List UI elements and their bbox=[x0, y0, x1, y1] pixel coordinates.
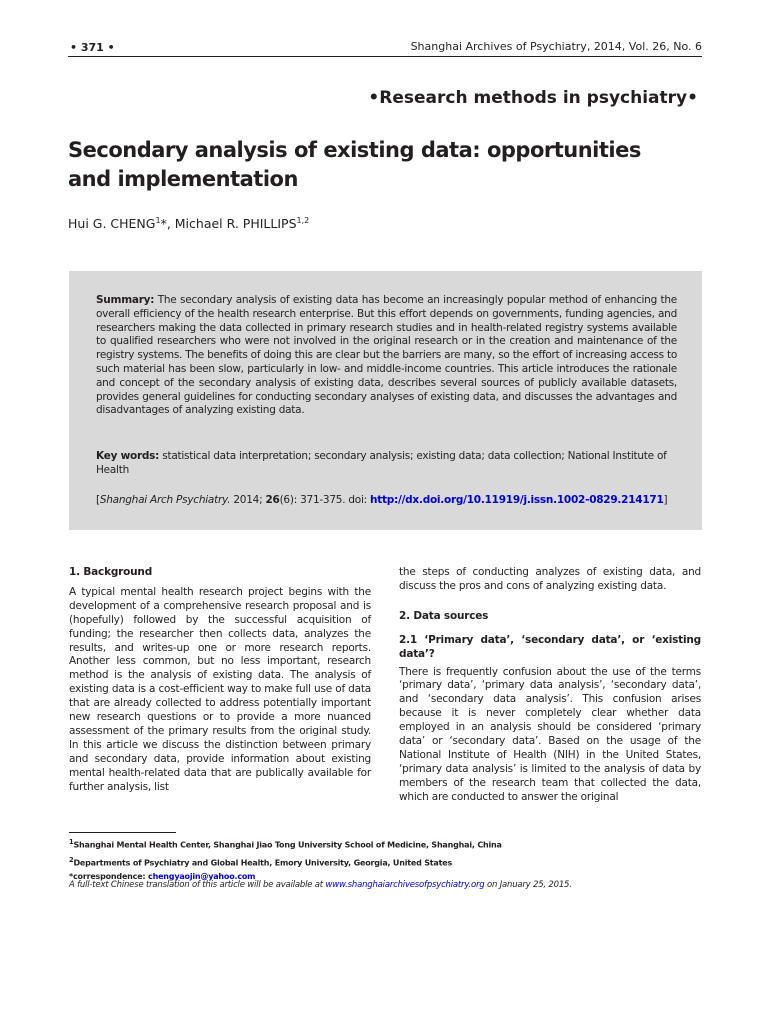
footnote-marker: 1 bbox=[69, 838, 74, 846]
section-heading-data-sources: 2. Data sources bbox=[399, 609, 489, 622]
footnotes bbox=[69, 835, 669, 884]
summary-text: The secondary analysis of existing data has become an increasingly popular method of enhancing the overall efficiency of the health research enterprise. But this effort depends on governments, funding agencies, and researchers making the data collected in primary research studies and in health-related registry systems available to qualified researchers who were not involved in the original research or in the creation and maintenance of the registry systems. The benefits of doing this are clear but the barriers are many, so the effort of increasing access to such material has been slow, particularly in low- and middle-income countries. This article introduces the rationale and concept of the secondary analysis of existing data, describes several sources of publicly available datasets, provides general guidelines for conducting secondary analyses of existing data, and discusses the advantages and disadvantages of analyzing existing data. bbox=[96, 294, 677, 417]
abstract-summary bbox=[96, 294, 677, 418]
footnote-affiliation-1 bbox=[69, 835, 669, 853]
citation-journal: Shanghai Arch Psychiatry. bbox=[99, 494, 231, 506]
corresponding-marker: * bbox=[160, 216, 167, 232]
article-citation bbox=[96, 494, 677, 506]
bracket: ] bbox=[663, 494, 668, 506]
bracket: [ bbox=[96, 494, 100, 506]
website-link[interactable]: www.shanghaiarchivesofpsychiatry.org bbox=[325, 880, 485, 890]
footnote-marker: 2 bbox=[69, 855, 74, 864]
correspondence-label: *correspondence: bbox=[69, 872, 149, 882]
keywords bbox=[96, 450, 677, 478]
footnote-text: Shanghai Mental Health Center, Shanghai Jiao Tong University School of Medicine, Shanghai, China bbox=[73, 840, 502, 850]
affiliation-marker: 1,2 bbox=[296, 216, 310, 225]
author-name: Hui G. CHENG bbox=[68, 216, 156, 232]
paragraph: the steps of conducting analyzes of existing data, and discuss the pros and cons of analyzing existing data. bbox=[399, 566, 701, 592]
section-label: •Research methods in psychiatry• bbox=[368, 88, 698, 108]
email-link[interactable]: chengyaojin@yahoo.com bbox=[148, 872, 256, 882]
author-list bbox=[68, 216, 309, 231]
footnote-divider bbox=[69, 832, 176, 833]
translation-suffix: on January 25, 2015. bbox=[484, 880, 572, 890]
header-divider bbox=[68, 56, 702, 57]
author-separator: , bbox=[166, 216, 175, 232]
translation-prefix: A full-text Chinese translation of this article will be available at bbox=[69, 880, 326, 890]
affiliation-marker: 1 bbox=[155, 216, 161, 225]
citation-volume: 26 bbox=[265, 494, 280, 506]
paragraph: A typical mental health research project begins with the development of a comprehensive research proposal and is (hopefully) followed by the successful acquisition of funding; the researcher then collects data, analyzes the results, and writes-up one or more research reports. Another less common, but no less important, research method is the analysis of existing data. The analysis of existing data is a cost-efficient way to make full use of data that are already collected to address potentially important new research questions or to provide a more nuanced assessment of the primary results from the original study. In this article we discuss the distinction between primary and secondary data, provide information about existing mental health-related data that are publically available for further analysis, list bbox=[69, 585, 371, 793]
right-column bbox=[399, 566, 701, 805]
keywords-label: Key words: bbox=[96, 450, 160, 462]
page-number: • 371 • bbox=[70, 41, 115, 54]
section-heading-background: 1. Background bbox=[69, 566, 153, 578]
paragraph: There is frequently confusion about the use of the terms ‘primary data’, ‘primary data analysis’, ‘secondary data’, and ‘secondary data analysis’. This confusion arises because it is never completely clear whether data employed in an analysis should be considered ‘primary data’ or ‘secondary data’. Based on the usage of the National Institute of Health (NIH) in the United States, ‘primary data analysis’ is limited to the analysis of data by members of the research team that collected the data, which are conducted to answer the original bbox=[399, 665, 701, 803]
left-column bbox=[69, 566, 371, 795]
article-title: Secondary analysis of existing data: opportunities and implementation bbox=[68, 138, 641, 191]
keywords-text: statistical data interpretation; secondary analysis; existing data; data collection; National Institute of Health bbox=[96, 450, 667, 476]
summary-label: Summary: bbox=[96, 294, 155, 306]
journal-citation-header: Shanghai Archives of Psychiatry, 2014, Vol. 26, No. 6 bbox=[410, 40, 702, 53]
footnote-affiliation-2 bbox=[69, 853, 669, 871]
author-name: Michael R. PHILLIPS bbox=[174, 216, 297, 232]
citation-pages: (6): 371-375. doi: bbox=[279, 494, 371, 506]
doi-link[interactable]: http://dx.doi.org/10.11919/j.issn.1002-0829.214171 bbox=[370, 494, 664, 506]
translation-note bbox=[69, 880, 572, 890]
footnote-text: Departments of Psychiatry and Global Health, Emory University, Georgia, United States bbox=[73, 858, 453, 868]
citation-year: 2014; bbox=[230, 494, 266, 506]
subsection-heading: 2.1 ‘Primary data’, ‘secondary data’, or ‘existing data’? bbox=[399, 633, 701, 660]
